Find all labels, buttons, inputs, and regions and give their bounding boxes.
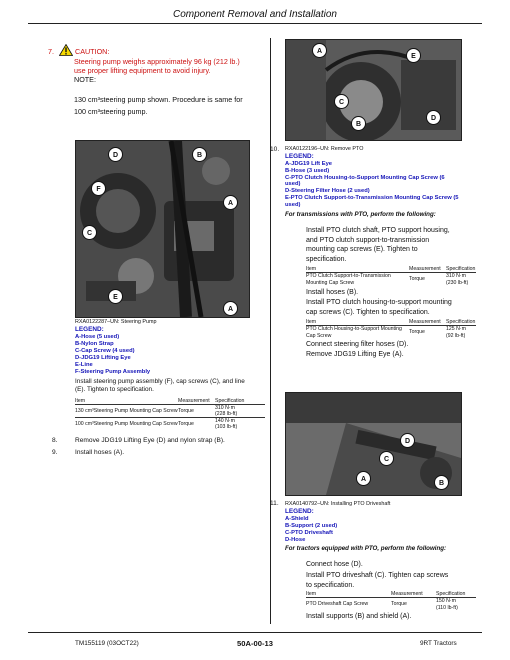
callout-e: E — [108, 289, 123, 304]
step-8-number: 8. — [52, 437, 58, 444]
spec-table-pump: Item Measurement Specification 130 cm³Steering Pump Mounting Cap Screw Torque 310 N·m (228 lb-ft) 100 cm³Steering Pump Mounting Cap Screw Torque 140 N·m (103 lb-ft) — [75, 398, 265, 430]
callout-e: E — [406, 48, 421, 63]
step-10-para-3: Install PTO clutch housing-to-support mounting cap screws (C). Tighten to specification. — [306, 299, 452, 316]
spec-table-driveshaft: Item Measurement Specification PTO Driveshaft Cap Screw Torque 150 N·m (110 lb-ft) — [306, 591, 476, 611]
caution-line-1: Steering pump weighs approximately 96 kg (212 lb.) — [74, 57, 240, 66]
left-legend-list — [75, 334, 150, 376]
left-legend-title: LEGEND: — [75, 326, 104, 333]
callout-a: A — [312, 43, 327, 58]
legend-item: B-Nylon Strap — [75, 341, 114, 347]
step-10-para-2: Install hoses (B). — [306, 289, 359, 296]
caution-icon — [59, 43, 73, 61]
page-header: Component Removal and Installation — [173, 9, 337, 20]
install-pump-text: Install steering pump assembly (F), cap screws (C), and line (E). Tighten to specification. — [75, 378, 245, 393]
legend-item: E-Line — [75, 362, 93, 368]
callout-a-upper: A — [223, 195, 238, 210]
step-7-number: 7. — [48, 47, 54, 56]
left-figure-caption: RXA0122287–UN: Steering Pump — [75, 319, 157, 325]
step-10-number: 10. — [270, 146, 280, 153]
step-11-legend-list: A-Shield B-Support (2 used) C-PTO Driveshaft D-Hose — [285, 516, 338, 543]
callout-d: D — [108, 147, 123, 162]
step-10-legend-title: LEGEND: — [285, 153, 314, 160]
callout-b: B — [192, 147, 207, 162]
step-8-text: Remove JDG19 Lifting Eye (D) and nylon strap (B). — [75, 437, 225, 444]
step-9-text: Install hoses (A). — [75, 449, 125, 456]
note-line-2: 100 cm³steering pump. — [74, 107, 148, 116]
callout-d: D — [426, 110, 441, 125]
footer-page-number: 50A-00-13 — [237, 639, 273, 648]
column-divider — [270, 38, 271, 624]
step-10-para-5: Remove JDG19 Lifting Eye (A). — [306, 351, 404, 358]
step-11-condition: For tractors equipped with PTO, perform the following: — [285, 545, 447, 552]
legend-item: F-Steering Pump Assembly — [75, 369, 151, 375]
footer-doc-id: TM155119 (03OCT22) — [75, 640, 139, 647]
step-11-para-1: Connect hose (D). — [306, 561, 363, 568]
legend-item: C-Cap Screw (4 used) — [75, 348, 135, 354]
step-10-para-1: Install PTO clutch shaft, PTO support housing, and PTO clutch support-to-transmission mounting cap screws (E). Tighten to specification. — [306, 227, 450, 263]
pto-removal-photo — [285, 39, 462, 141]
callout-c: C — [379, 451, 394, 466]
caution-line-2: use proper lifting equipment to avoid injury. — [74, 66, 211, 75]
legend-item: D-JDG19 Lifting Eye — [75, 355, 131, 361]
callout-a: A — [356, 471, 371, 486]
step-10-para-4: Connect steering filter hoses (D). — [306, 341, 409, 348]
step-11-number: 11. — [270, 500, 279, 507]
header-rule — [28, 23, 482, 24]
caution-word: CAUTION: — [75, 47, 110, 56]
step-11-caption: RXA0140792–UN: Installing PTO Driveshaft — [285, 501, 391, 507]
spec-table-pto-support: Item Measurement Specification PTO Clutch Support-to-Transmission Mounting Cap Screw Torque 310 N·m (230 lb-ft) — [306, 266, 476, 286]
callout-c: C — [82, 225, 97, 240]
step-11-para-2: Install PTO driveshaft (C). Tighten cap screws to specification. — [306, 572, 449, 589]
callout-b: B — [434, 475, 449, 490]
legend-item: A-Hose (5 used) — [75, 334, 120, 340]
step-9-number: 9. — [52, 449, 58, 456]
spec-table-pto-housing: Item Measurement Specification PTO Clutch Housing-to-Support Mounting Cap Screw Torque 125 N·m (92 lb-ft) — [306, 319, 476, 339]
footer-product: 9RT Tractors — [420, 640, 457, 647]
footer-rule — [28, 632, 482, 633]
callout-b: B — [351, 116, 366, 131]
step-11-para-3: Install supports (B) and shield (A). — [306, 613, 412, 620]
step-10-legend-list: A-JDG19 Lift Eye B-Hose (3 used) C-PTO Clutch Housing-to-Support Mounting Cap Screw (6 used) D-Steering Filter Hose (2 used) E-PTO Clutch Support-to-Transmission Mounting Cap Screw (5 used) — [285, 161, 459, 208]
callout-c: C — [334, 94, 349, 109]
steering-pump-illustration — [76, 141, 249, 317]
note-label: NOTE: — [74, 75, 96, 84]
step-10-condition: For transmissions with PTO, perform the following: — [285, 211, 436, 218]
pto-driveshaft-photo — [285, 392, 462, 496]
note-line-1: 130 cm³steering pump shown. Procedure is same for — [74, 95, 243, 104]
callout-f: F — [91, 181, 106, 196]
callout-d: D — [400, 433, 415, 448]
callout-a-lower: A — [223, 301, 238, 316]
steering-pump-photo — [75, 140, 250, 318]
step-10-caption: RXA0122196–UN: Remove PTO — [285, 146, 364, 152]
step-11-legend-title: LEGEND: — [285, 508, 314, 515]
